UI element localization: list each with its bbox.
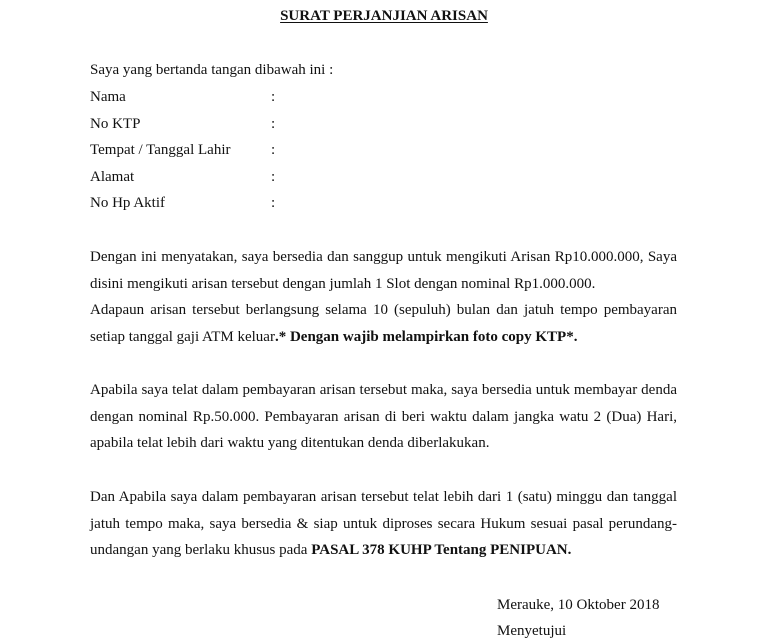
- paragraph-line: [90, 537, 677, 564]
- line-text: setiap tanggal gaji ATM keluar: [90, 329, 275, 346]
- field-separator: :: [271, 89, 276, 105]
- paragraph-line: Adapaun arisan tersebut berlangsung selama 10 (sepuluh) bulan dan jatuh tempo pembayaran: [90, 302, 677, 319]
- field-separator: :: [271, 115, 276, 132]
- field-row-tempat-tanggal-lahir: [90, 140, 490, 167]
- signature-block: [497, 592, 659, 644]
- field-label: No KTP: [90, 115, 141, 132]
- document-title: SURAT PERJANJIAN ARISAN: [280, 8, 488, 24]
- paragraph-line: Apabila saya telat dalam pembayaran arisan tersebut maka, saya bersedia untuk membayar denda: [90, 382, 677, 398]
- paragraph-line: Dan Apabila saya dalam pembayaran arisan tersebut telat lebih dari 1 (satu) minggu dan tanggal: [90, 489, 677, 505]
- field-row-nama: [90, 87, 490, 114]
- field-label: Alamat: [90, 168, 135, 185]
- paragraph-legal: [90, 484, 677, 564]
- field-separator: :: [271, 142, 276, 159]
- paragraph-late-fee: [90, 377, 677, 457]
- intro-text: Saya yang bertanda tangan dibawah ini :: [90, 62, 334, 78]
- field-label: No Hp Aktif: [90, 195, 165, 212]
- legal-reference-text: PASAL 378 KUHP Tentang PENIPUAN.: [311, 542, 572, 559]
- paragraph-statement: [90, 244, 677, 351]
- paragraph-line: dengan nominal Rp.50.000. Pembayaran arisan di beri waktu dalam jangka watu 2 (Dua) Hari,: [90, 408, 677, 425]
- paragraph-line: [90, 324, 677, 351]
- field-separator: :: [271, 195, 276, 212]
- field-row-no-hp-aktif: [90, 193, 490, 220]
- field-row-no-ktp: [90, 114, 490, 141]
- line-text: undangan yang berlaku khusus pada: [90, 542, 312, 559]
- ktp-requirement-text: .* Dengan wajib melampirkan foto copy KTP*.: [274, 329, 578, 346]
- paragraph-line: apabila telat lebih dari waktu yang ditentukan denda diberlakukan.: [90, 435, 490, 452]
- field-separator: :: [271, 168, 276, 185]
- paragraph-line: disini mengikuti arisan tersebut dengan jumlah 1 Slot dengan nominal Rp1.000.000.: [90, 275, 596, 292]
- paragraph-line: Dengan ini menyatakan, saya bersedia dan sanggup untuk mengikuti Arisan Rp10.000.000, Saya: [90, 249, 677, 265]
- signature-label: Menyetujui: [497, 623, 567, 639]
- field-label: Nama: [90, 89, 126, 105]
- place-date: Merauke, 10 Oktober 2018: [497, 597, 660, 613]
- identity-fields: [90, 87, 490, 220]
- paragraph-line: jatuh tempo maka, saya bersedia & siap untuk diproses secara Hukum sesuai pasal perundang-: [90, 515, 677, 532]
- field-row-alamat: [90, 167, 490, 194]
- field-label: Tempat / Tanggal Lahir: [90, 142, 231, 159]
